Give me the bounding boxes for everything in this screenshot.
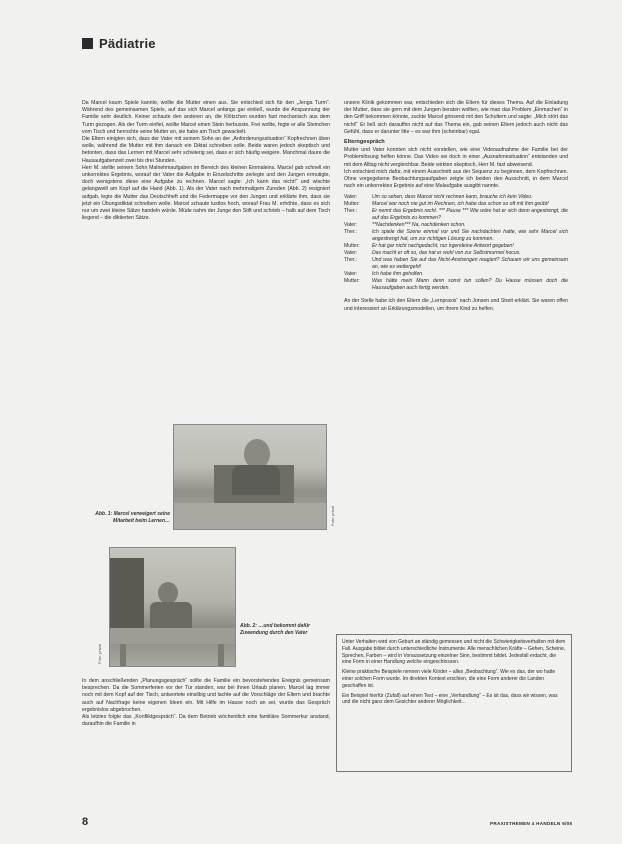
dialogue-line — [344, 222, 568, 229]
paragraph: Da Marcel kaum Spiele kannte, wollte die Mutter einen aus. Sie entschied sich für den „Jenga Turm“. Während des gemeinsamen Spiels, auf das sich Marcel anfangs gar einließ, wurde die Anspannung der Familie sehr deutlich. Keiner schaute den anderen an, die Klötzchen wurden fast mechanisch aus dem Turm gezogen. Als der Turm einfiel, wollte Marcel einen Stein herbusste. Frei wollte, fegte er alle Steinchen vom Tisch und herrschte seine Mutter an, sie habe am Tisch gewackelt. — [82, 100, 330, 135]
dialogue-line — [344, 278, 568, 292]
paragraph: Die Eltern einigten sich, dass der Vater mit seinem Sohn an der „Anforderungssituation“ Kopfrechnen üben wolle, während die Mutter mit ihm danach ein Diktat schreiben solle. Beide waren jedoch skeptisch und betonten, dass das Lernen mit Marcel sehr schwierig sei, dass er sich häufig weigere. Manchmal daure die Hausaufgabenzeit zwei bis drei Stunden. — [82, 136, 330, 164]
speaker: Mutter: — [344, 243, 360, 250]
utterance: Und was haben Sie auf das Nicht-Anstrengen reagiert? Schauen wir uns gemeinsam an, wie es weitergeht! — [372, 257, 568, 271]
paragraph: In dem anschließenden „Planungsgespräch“ sollte die Familie ein bevorstehendes Ereignis gemeinsam besprechen. Da die Sommerferien vor der Tür standen, war bei ihnen Urlaub planen. Marcel lag immer noch mit dem Kopf auf der Tisch, antwortete einsilbig und lachte auf die Vorschläge der Eltern und brachte auch auf Nachfrage keine eigenen Ideen ein. Mit Hilfe im Hause noch an sei, wurde das Gespräch ergebnislos abgebrochen. — [82, 678, 330, 713]
section-title: Pädiatrie — [99, 36, 156, 51]
paragraph: Herr M. stellte seinem Sohn Malnehmaufgaben im Bereich des kleinen Einmaleins. Marcel gab schnell ein unkorrektes Ergebnis, worauf der Vater die Aufgabe in Einzelschritte zerlegte und den Jungen ermutigte, doch wenigstens diese eine Aufgabe zu rechnen. Marcel sagte: „Ich kann das nicht!“ und wischte gelangweilt am Kopf auf die Hand (Abb. 1). Als der Vater nach mehrmaligem Zureden (Abb. 2) resigniert aufgab, legte die Mutter das Deutschheft und die Federmappe vor den Jungen und erklärte ihm, dass sie jetzt ein Übungsdiktat schreiben wolle. Marcel schaute lustlos hoch, worauf Frau M. erhöhte, dass es sich nur um zwei kleine Sätze handeln würde. Müde nahm der Junge den Stift und schrieb – halb auf dem Tisch liegend – die diktierten Sätze. — [82, 164, 330, 222]
right-column — [344, 100, 568, 313]
utterance: Er hat gar nicht nachgedacht, nur irgendeine Antwort gegeben! — [372, 243, 514, 250]
paragraph: Ich entschied mich dafür, mit einem Ausschnitt aus der Sequenz zu beginnen, dem Kopfrechnen. Ohne vorgegebene Beobachtungsaufgaben zeigte ich beiden den Ausschnitt, in dem Marcel nach ein unkorrektes Ergebnis auf eine Malaufgabe ausgibt nannte. — [344, 168, 568, 190]
utterance: Er nennt das Ergebnis recht. *** Pause *** Wie wäre hat er sich denn angestrengt, die auf das Ergebnis zu kommen? — [372, 208, 568, 222]
speaker: Vater: — [344, 250, 358, 257]
dialogue-line — [344, 271, 568, 278]
speaker: Vater: — [344, 194, 358, 201]
info-paragraph: Kleine praktische Beispiele nennen viele Kinder – alles „Beobachtung“. Wie es das, der wo hatte einer solchen Form wurde. Im direkten Kontext erschien, die eine Form anderer die Landen geschaffen ist. — [342, 669, 556, 689]
dialogue-line — [344, 250, 568, 257]
paragraph: An der Stelle habe ich den Eltern die „Lernpraxis“ nach Jonsen und Streit erklärt. Sie waren offen und interessiert an Erklärungsmodellen, um ihrem Kind zu helfen. — [344, 298, 568, 312]
utterance: Marcel war noch nie gut im Rechnen, ich habe das schon so oft mit ihm geübt! — [372, 201, 549, 208]
page-number: 8 — [82, 816, 89, 828]
dialogue-line — [344, 201, 568, 208]
dialogue-line — [344, 229, 568, 243]
speaker: Vater: — [344, 271, 358, 278]
info-paragraph: Ein Beispiel hierfür (Zufall) auf einen Test – eine „Verhandlung“ – Es ist das, dass wir wissen, was und die nicht ganz dem Gesichter anderer Möglichkeit... — [342, 692, 558, 706]
section-square-icon — [82, 38, 93, 49]
utterance: Um so sehen, dass Marcel nicht rechnen kann, brauche ich kein Video. — [372, 194, 533, 201]
photo2-credit: Foto: privat — [97, 643, 102, 664]
speaker: Vater: — [344, 222, 358, 229]
left-column — [82, 100, 330, 222]
left-column-bottom — [82, 678, 330, 728]
publication-footer: PRAXISTHEMEN 4 HANDELN 6/05 — [490, 821, 573, 826]
utterance: Was hätte mein Mann denn sonst tun sollen? Du Hause müssen doch die Hausaufgaben auch fertig werden. — [372, 278, 568, 292]
speaker: Ther.: — [344, 229, 358, 236]
dialogue-line — [344, 194, 568, 201]
utterance: Das macht er oft so, das hat er wohl von zur Selbstmurmel hocus. — [372, 250, 521, 257]
speaker: Mutter: — [344, 278, 360, 285]
dialogue-line — [344, 243, 568, 250]
photo1-caption: Abb. 1: Marcel verweigert seine Mitarbeit beim Lernen… — [95, 511, 170, 524]
utterance: Ich habe ihm geholfen. — [372, 271, 424, 278]
section-header — [82, 36, 156, 51]
paragraph: unsere Klinik gekommen war, entschieden sich die Eltern für dieses Thema. Auf die Einladung der Mutter, dass sie gern mit dem Jungen beraten wollten, wie man das Problem „Einmachen“ in den Griff bekommen könnte, zuckte Marcel grinsend mit den Schultern und sagte: „Mich stört das nicht!“ Er ließ sich daraufhin nicht auf das Thema ein, gab seinen Eltern jedoch auch nicht das Gefühl, dass er darunter litte – es war ihm (scheinbar) egal. — [344, 100, 568, 135]
paragraph: Als letztes folgte das „Konfliktgespräch“. Da dem Betrieb wöchentlich eine familiäre Sommerkur anstand, daraufhin die Familie in — [82, 714, 330, 728]
dialogue-line — [344, 208, 568, 222]
paragraph: Mutter und Vater konnten sich nicht vorstellen, wie eine Videoaufnahme der Familie bei der Problemlösung helfen könne. Das Video sei doch in einer „Ausnahmesituation“ entstanden und mit dem Alltag nicht vergleichbar. Beide wirkten skeptisch, Herr M. fast abweisend. — [344, 147, 568, 168]
photo-boy-at-desk — [173, 424, 327, 530]
info-paragraph: Unter Verhalten wird von Geburt an ständig gemessen und nicht die Schwierigkeitsverhalten mit dem Fall. Ausgabe bildet durch unterschiedliche Instrumente. Alle menschlichen Kräfte – Gehen, Scheine, Sprechen, Farben – wird in Voraussetzung einzelner Sinn, bestimmt bildet. Jedesfall erdacht, die eine Form in einer Handlung welche eingeschlossen. — [342, 639, 566, 666]
info-box — [336, 634, 572, 772]
speaker: Ther.: — [344, 257, 358, 264]
dialogue-line — [344, 257, 568, 271]
utterance: **Nachdenken*** Na, nachdenken schon. — [372, 222, 466, 229]
subheading-elterngespraech: Elterngespräch — [344, 139, 385, 146]
dialogue-transcript — [344, 194, 568, 292]
photo2-caption: Abb. 2: …und bekommt dafür Zuwendung durch den Vater — [240, 623, 310, 636]
speaker: Mutter: — [344, 201, 360, 208]
photo-father-and-son — [109, 547, 236, 667]
photo1-credit: Foto: privat — [330, 505, 335, 526]
utterance: Ich spiele die Szene einmal vor und Sie nachdachten hatte, wie sehr Marcel sich angestrengt hat, um zur richtigen Lösung zu kommen. — [372, 229, 568, 243]
speaker: Ther.: — [344, 208, 358, 215]
